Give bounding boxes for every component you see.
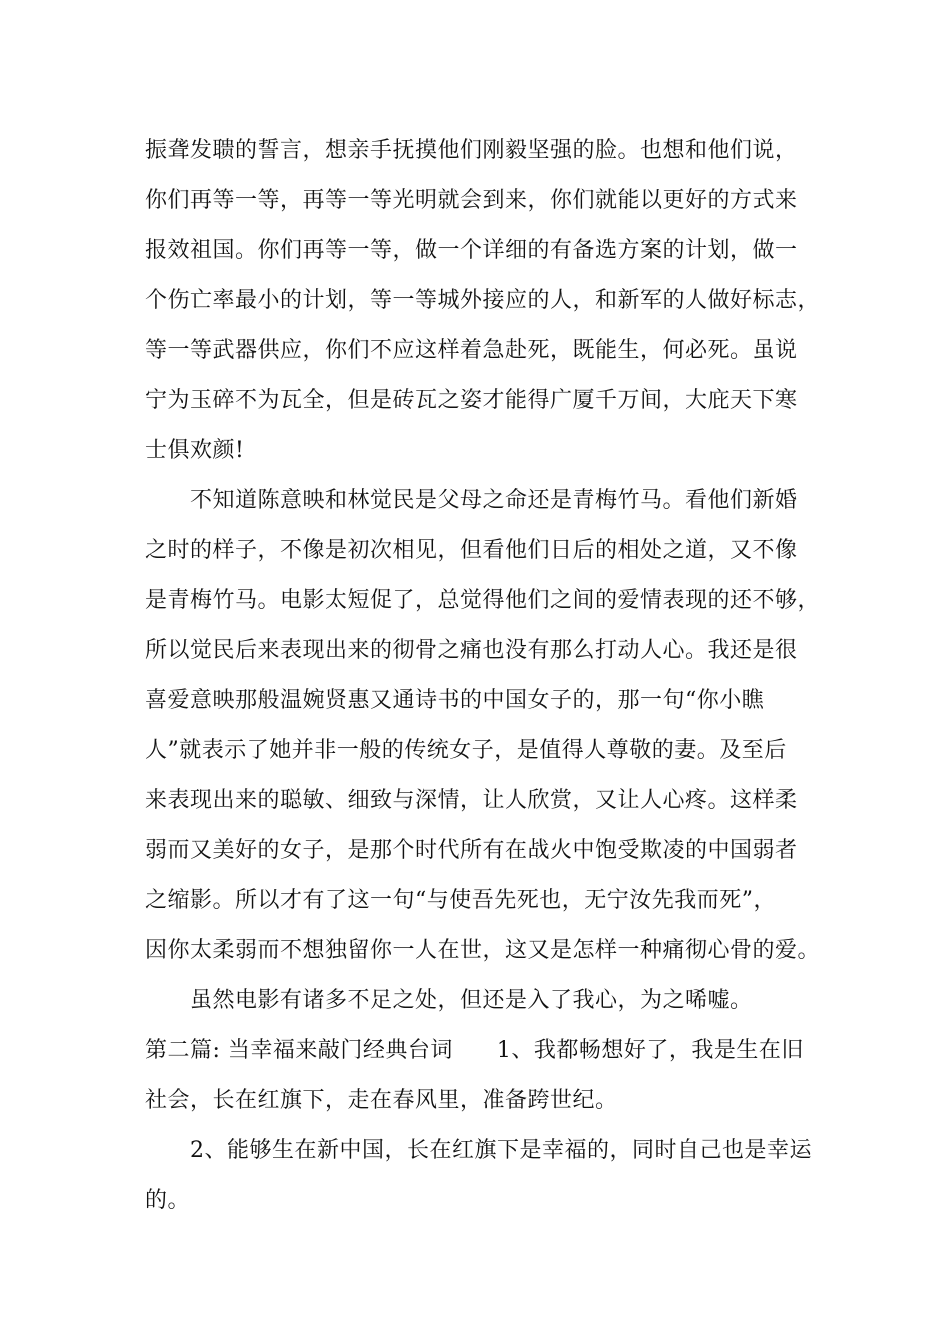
section-heading: 第二篇: 当幸福来敲门经典台词 xyxy=(145,1038,453,1063)
paragraph-line: 等一等武器供应，你们不应这样着急赴死，既能生，何必死。虽说 xyxy=(145,338,798,363)
list-item-2-line: 2、能够生在新中国，长在红旗下是幸福的，同时自己也是幸运 xyxy=(190,1138,812,1163)
paragraph-line: 是青梅竹马。电影太短促了，总觉得他们之间的爱情表现的还不够， xyxy=(145,588,821,613)
paragraph-line: 喜爱意映那般温婉贤惠又通诗书的中国女子的，那一句“你小瞧 xyxy=(145,688,765,713)
paragraph-line: 社会，长在红旗下，走在春风里，准备跨世纪。 xyxy=(145,1088,618,1113)
paragraph-line: 之时的样子，不像是初次相见，但看他们日后的相处之道，又不像 xyxy=(145,538,798,563)
paragraph-line: 所以觉民后来表现出来的彻骨之痛也没有那么打动人心。我还是很 xyxy=(145,638,798,663)
paragraph-line: 的。 xyxy=(145,1188,191,1213)
paragraph-line: 人”就表示了她并非一般的传统女子，是值得人尊敬的妻。及至后 xyxy=(145,738,787,763)
paragraph-first-line: 虽然电影有诸多不足之处，但还是入了我心，为之唏嘘。 xyxy=(190,988,753,1013)
paragraph-line: 振聋发聩的誓言，想亲手抚摸他们刚毅坚强的脸。也想和他们说， xyxy=(145,138,798,163)
paragraph-first-line: 不知道陈意映和林觉民是父母之命还是青梅竹马。看他们新婚 xyxy=(190,488,798,513)
paragraph-line: 士俱欢颜! xyxy=(145,438,245,463)
list-item-1-start: 1、我都畅想好了，我是生在旧 xyxy=(496,1038,804,1063)
paragraph-line: 之缩影。所以才有了这一句“与使吾先死也，无宁汝先我而死”， xyxy=(145,888,776,913)
section-heading-line xyxy=(145,1036,804,1066)
paragraph-line: 因你太柔弱而不想独留你一人在世，这又是怎样一种痛彻心骨的爱。 xyxy=(145,938,821,963)
paragraph-line: 宁为玉碎不为瓦全，但是砖瓦之姿才能得广厦千万间，大庇天下寒 xyxy=(145,388,798,413)
paragraph-line: 来表现出来的聪敏、细致与深情，让人欣赏，又让人心疼。这样柔 xyxy=(145,788,798,813)
paragraph-line: 弱而又美好的女子，是那个时代所有在战火中饱受欺凌的中国弱者 xyxy=(145,838,798,863)
paragraph-line: 个伤亡率最小的计划，等一等城外接应的人，和新军的人做好标志， xyxy=(145,288,821,313)
paragraph-line: 报效祖国。你们再等一等，做一个详细的有备选方案的计划，做一 xyxy=(145,238,798,263)
paragraph-line: 你们再等一等，再等一等光明就会到来，你们就能以更好的方式来 xyxy=(145,188,798,213)
